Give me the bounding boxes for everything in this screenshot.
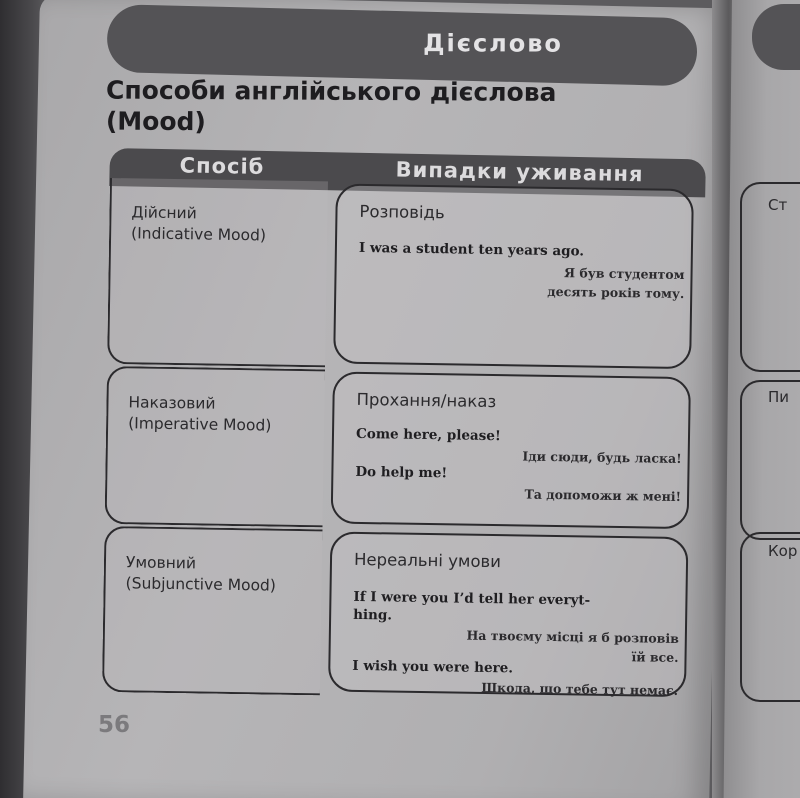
usage-cell <box>328 532 688 698</box>
mode-cell <box>105 366 325 527</box>
example-uk-line: десять років тому. <box>547 283 685 302</box>
usage-title: Прохання/наказ <box>356 389 497 412</box>
mode-label <box>125 552 276 596</box>
section-heading <box>106 75 646 140</box>
right-page-label: Ст <box>768 196 788 214</box>
example-uk <box>547 263 684 303</box>
chapter-banner <box>106 4 697 86</box>
table-row <box>105 366 695 533</box>
heading-title: Способи англійського дієслова <box>106 75 557 107</box>
example-uk-line: Я був студентом <box>563 265 685 283</box>
mode-label <box>131 202 267 246</box>
example-en-line: If I were you I’d tell her everyt- <box>353 588 591 609</box>
usage-title: Нереальні умови <box>353 549 502 572</box>
mode-cell <box>107 178 328 367</box>
example-en-line: hing. <box>353 606 393 624</box>
mode-name-ua: Наказовий <box>128 393 216 413</box>
column-header-mode: Спосіб <box>179 153 265 179</box>
example-en: I wish you were here. <box>352 657 514 677</box>
mode-label <box>128 392 272 436</box>
example-uk: Іди сюди, будь ласка! <box>522 448 682 467</box>
heading-subtitle: (Mood) <box>105 106 206 137</box>
mode-name-ua: Умовний <box>125 553 197 573</box>
example-uk: Та допоможи ж мені! <box>524 486 682 505</box>
chapter-title: Дієслово <box>423 29 563 58</box>
example-en: Come here, please! <box>355 425 501 445</box>
table-row <box>102 526 693 701</box>
page-number: 56 <box>98 712 131 738</box>
table-row <box>107 178 698 373</box>
example-en: Do help me! <box>355 463 448 482</box>
mode-name-ua: Дійсний <box>131 203 197 223</box>
usage-title: Розповідь <box>359 201 445 223</box>
example-uk-line: їй все. <box>631 649 679 665</box>
mode-name-en: (Indicative Mood) <box>130 224 267 245</box>
right-page-label: Кор <box>768 542 798 560</box>
example-en <box>353 588 590 628</box>
column-header-usage: Випадки уживання <box>395 157 644 187</box>
mood-table <box>102 178 698 707</box>
usage-cell <box>331 372 691 530</box>
example-en: I was a student ten years ago. <box>358 239 585 260</box>
mode-name-en: (Imperative Mood) <box>128 414 272 435</box>
usage-cell <box>333 184 694 370</box>
example-uk: Шкода, що тебе тут немає. <box>481 679 679 698</box>
example-uk-line: На твоєму місці я б розповів <box>466 627 679 646</box>
mode-cell <box>102 526 323 695</box>
mode-name-en: (Subjunctive Mood) <box>125 574 277 595</box>
right-page-label: Пи <box>768 388 790 406</box>
